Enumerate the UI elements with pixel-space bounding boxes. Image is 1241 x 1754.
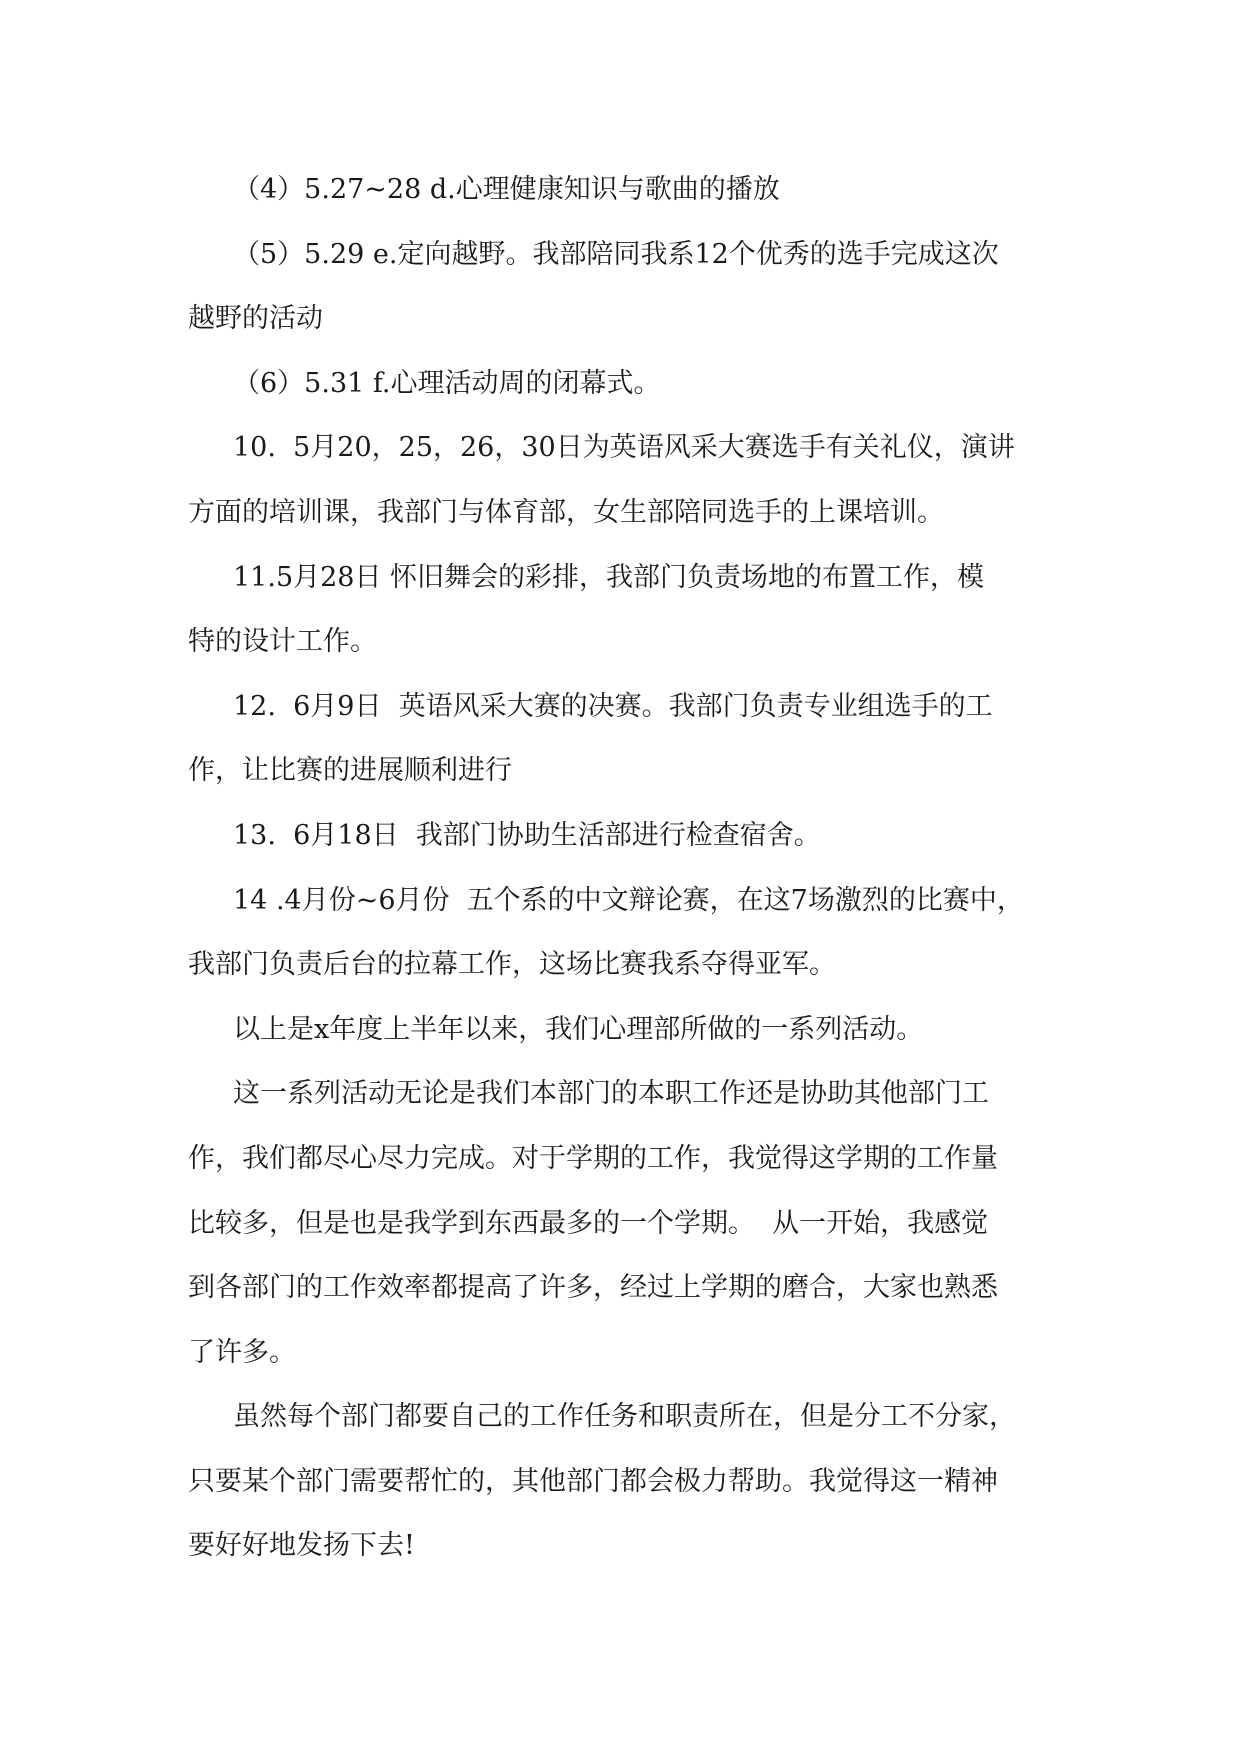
text-line: 以上是x年度上半年以来，我们心理部所做的一系列活动。 bbox=[233, 1013, 924, 1045]
text-line: 12. 6月9日 英语风采大赛的决赛。我部门负责专业组选手的工 bbox=[233, 690, 993, 722]
text-line: （5）5.29 e.定向越野。我部陪同我系12个优秀的选手完成这次 bbox=[233, 238, 999, 270]
document-body bbox=[188, 158, 1088, 1579]
text-line: 要好好地发扬下去! bbox=[188, 1530, 415, 1562]
text-line: 到各部门的工作效率都提高了许多，经过上学期的磨合，大家也熟悉 bbox=[188, 1272, 998, 1304]
text-line: 作，让比赛的进展顺利进行 bbox=[188, 755, 512, 787]
text-line: 这一系列活动无论是我们本部门的本职工作还是协助其他部门工 bbox=[233, 1078, 989, 1110]
text-line: 11.5月28日 怀旧舞会的彩排，我部门负责场地的布置工作，模 bbox=[233, 561, 985, 593]
text-line: （4）5.27~28 d.心理健康知识与歌曲的播放 bbox=[233, 174, 780, 205]
text-line: 只要某个部门需要帮忙的，其他部门都会极力帮助。我觉得这一精神 bbox=[188, 1465, 998, 1497]
text-line: 比较多，但是也是我学到东西最多的一个学期。 从一开始，我感觉 bbox=[188, 1207, 989, 1239]
text-line: （6）5.31 f.心理活动周的闭幕式。 bbox=[233, 367, 661, 399]
text-line: 13. 6月18日 我部门协助生活部进行检查宿舍。 bbox=[233, 819, 821, 851]
text-line: 越野的活动 bbox=[188, 303, 323, 335]
text-line: 作，我们都尽心尽力完成。对于学期的工作，我觉得这学期的工作量 bbox=[188, 1142, 998, 1174]
text-line: 10. 5月20，25，26，30日为英语风采大赛选手有关礼仪，演讲 bbox=[233, 432, 1015, 464]
text-line: 方面的培训课，我部门与体育部，女生部陪同选手的上课培训。 bbox=[188, 496, 944, 528]
text-line: 特的设计工作。 bbox=[188, 626, 377, 658]
text-line: 14 .4月份~6月份 五个系的中文辩论赛，在这7场激烈的比赛中， bbox=[233, 884, 1024, 916]
text-line: 虽然每个部门都要自己的工作任务和职责所在，但是分工不分家， bbox=[233, 1401, 1016, 1433]
text-line: 了许多。 bbox=[188, 1336, 296, 1368]
text-line: 我部门负责后台的拉幕工作，这场比赛我系夺得亚军。 bbox=[188, 949, 836, 981]
